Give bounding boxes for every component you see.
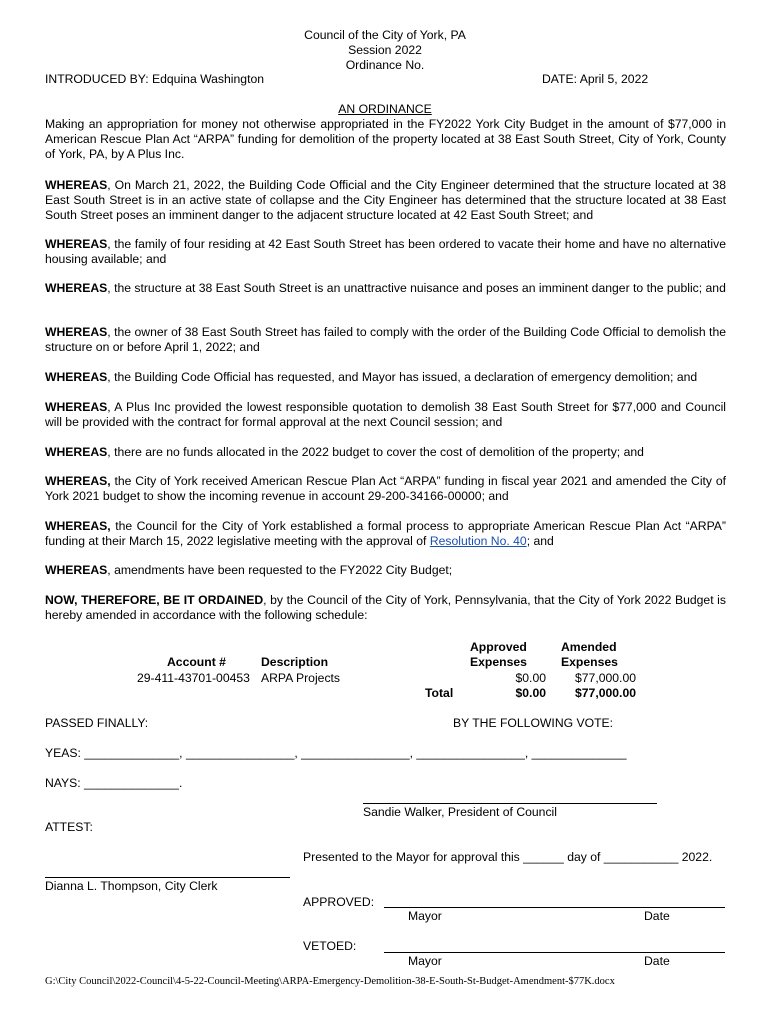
whereas-label: WHEREAS: [45, 445, 108, 459]
row-account: 29-411-43701-00453: [137, 671, 250, 685]
nays-line: NAYS: ______________.: [45, 776, 183, 790]
by-following-vote: BY THE FOLLOWING VOTE:: [453, 716, 614, 730]
heading-session: Session 2022: [348, 43, 422, 57]
introduced-by: INTRODUCED BY: Edquina Washington: [45, 72, 265, 86]
president-name: Sandie Walker, President of Council: [363, 805, 557, 819]
heading-ordinance-no: Ordinance No.: [345, 58, 425, 72]
whereas-label: WHEREAS,: [45, 474, 111, 488]
clause-text: , A Plus Inc provided the lowest responsible quotation to demolish 38 East South Street for $77,000 and Council will be provided with the contract for formal approval at the next Council session; and: [45, 400, 726, 429]
document-title: AN ORDINANCE: [338, 102, 432, 116]
approved-label: APPROVED:: [303, 895, 375, 909]
clause-text: , the structure at 38 East South Street is an unattractive nuisance and poses an imminent danger to the public; and: [107, 281, 726, 295]
whereas-label: WHEREAS: [45, 325, 108, 339]
heading-council: Council of the City of York, PA: [304, 28, 466, 42]
col-header-amended-1: Amended: [561, 640, 617, 654]
vetoed-label: VETOED:: [303, 939, 357, 953]
col-header-approved-2: Expenses: [470, 655, 527, 669]
whereas-clause-1: [45, 178, 726, 223]
col-header-approved-1: Approved: [470, 640, 527, 654]
approved-signature-line: [384, 907, 725, 908]
whereas-label: WHEREAS: [45, 281, 108, 295]
approved-mayor-label: Mayor: [408, 909, 442, 923]
ordain-paragraph: [45, 593, 726, 623]
whereas-label: WHEREAS: [45, 563, 108, 577]
approved-date-label: Date: [644, 909, 670, 923]
whereas-clause-8: [45, 474, 726, 504]
vetoed-date-label: Date: [644, 954, 670, 968]
clause-text: , the family of four residing at 42 East South Street has been ordered to vacate their home and have no alternative housing available; and: [45, 237, 726, 266]
whereas-clause-7: [45, 445, 726, 460]
vetoed-mayor-label: Mayor: [408, 954, 442, 968]
whereas-clause-3: [45, 281, 726, 296]
clause-text: the City of York received American Rescue Plan Act “ARPA” funding in fiscal year 2021 and amended the City of York 2021 budget to show the incoming revenue in account 29-200-34166-00000; and: [45, 474, 726, 503]
whereas-label: WHEREAS,: [45, 519, 111, 533]
clause-text: , amendments have been requested to the FY2022 City Budget;: [107, 563, 453, 577]
col-header-amended-2: Expenses: [561, 655, 618, 669]
file-path-footer: G:\City Council\2022-Council\4-5-22-Council-Meeting\ARPA-Emergency-Demolition-38-E-South-St-Budget-Amendment-$77K.docx: [45, 976, 615, 987]
row-amended: $77,000.00: [575, 671, 636, 685]
total-approved: $0.00: [515, 686, 546, 700]
clerk-signature-line: [45, 877, 290, 878]
whereas-clause-5: [45, 370, 726, 385]
whereas-clause-2: [45, 237, 726, 267]
whereas-clause-4: [45, 325, 726, 355]
clause-text: , the owner of 38 East South Street has failed to comply with the order of the Building Code Official to demolish the structure on or before April 1, 2022; and: [45, 325, 726, 354]
whereas-label: WHEREAS: [45, 370, 108, 384]
resolution-link[interactable]: Resolution No. 40: [429, 534, 527, 548]
clause-text-end: ; and: [526, 534, 554, 548]
attest-label: ATTEST:: [45, 820, 93, 834]
ordain-text: , by the Council of the City of York, Pennsylvania, that the City of York 2022 Budget is hereby amended in accordance with the following schedule:: [45, 593, 726, 622]
col-header-account: Account #: [167, 655, 226, 669]
president-signature-line: [363, 803, 657, 804]
ordain-label: NOW, THEREFORE, BE IT ORDAINED: [45, 593, 264, 607]
intro-paragraph: Making an appropriation for money not otherwise appropriated in the FY2022 York City Budget in the amount of $77,000 in American Rescue Plan Act “ARPA” funding for demolition of the property located at 38 East South Street, City of York, County of York, PA, by A Plus Inc.: [45, 117, 726, 161]
clause-text: the Council for the City of York established a formal process to appropriate American Rescue Plan Act “ARPA” funding at their March 15, 2022 legislative meeting with the approval of: [45, 519, 726, 548]
vetoed-signature-line: [384, 952, 725, 953]
clause-text: , the Building Code Official has requested, and Mayor has issued, a declaration of emergency demolition; and: [107, 370, 698, 384]
whereas-label: WHEREAS: [45, 400, 108, 414]
clause-text: , On March 21, 2022, the Building Code Official and the City Engineer determined that the structure located at 38 East South Street is in an active state of collapse and the City Engineer has determined that the structure located at 38 East South Street poses an imminent danger to the adjacent structure located at 42 East South Street; and: [45, 178, 726, 222]
col-header-description: Description: [261, 655, 329, 669]
total-label: Total: [425, 686, 454, 700]
clause-text: , there are no funds allocated in the 2022 budget to cover the cost of demolition of the property; and: [107, 445, 644, 459]
row-description: ARPA Projects: [261, 671, 341, 685]
presented-to-mayor: Presented to the Mayor for approval this ______ day of ___________ 2022.: [303, 850, 713, 864]
total-amended: $77,000.00: [575, 686, 636, 700]
whereas-clause-9: [45, 519, 726, 549]
whereas-label: WHEREAS: [45, 237, 108, 251]
whereas-label: WHEREAS: [45, 178, 108, 192]
date-line: DATE: April 5, 2022: [542, 72, 649, 86]
clerk-name: Dianna L. Thompson, City Clerk: [45, 879, 218, 893]
whereas-clause-10: [45, 563, 726, 578]
passed-finally: PASSED FINALLY:: [45, 716, 149, 730]
whereas-clause-6: [45, 400, 726, 430]
row-approved: $0.00: [515, 671, 546, 685]
yeas-line: YEAS: ______________, ________________, ________________, ________________, ______________: [45, 746, 627, 760]
